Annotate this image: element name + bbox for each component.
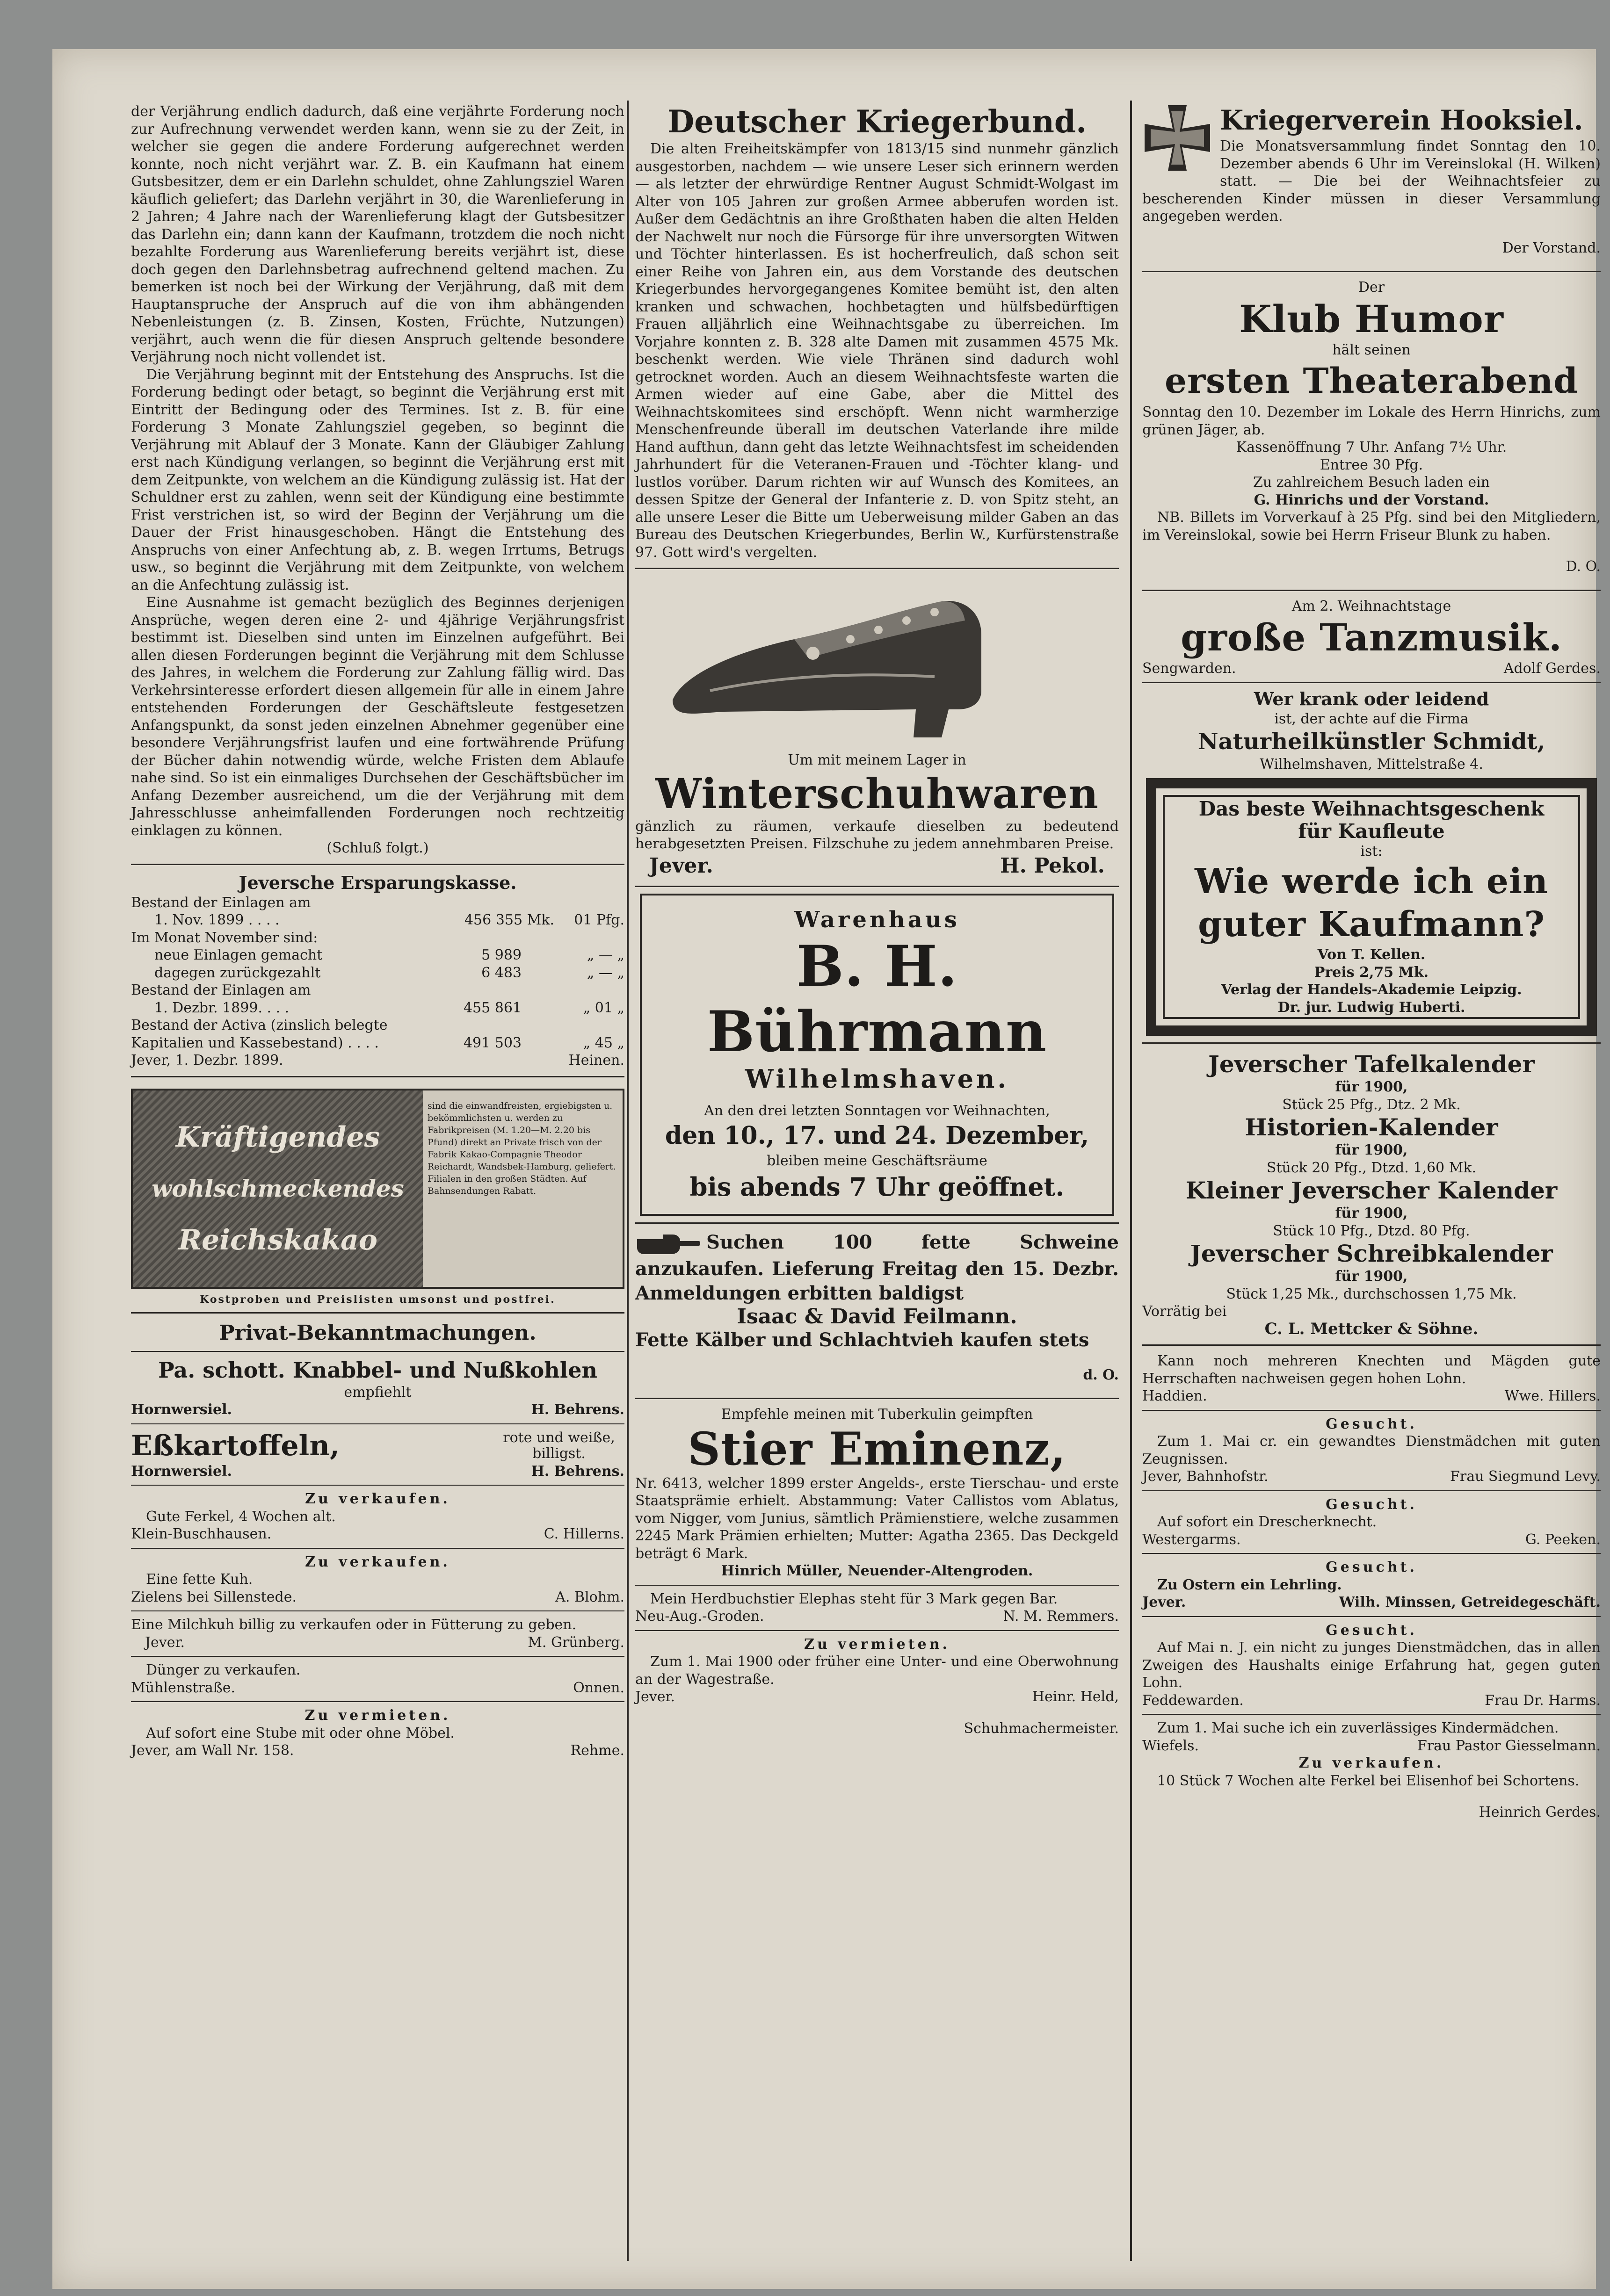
ad-signature: H. Behrens. — [531, 1463, 624, 1480]
ad-footer — [1142, 1531, 1601, 1549]
calendar-price: Stück 10 Pfg., Dtzd. 80 Pfg. — [1273, 1222, 1470, 1239]
ad-signature: H. Behrens. — [531, 1401, 624, 1418]
row-label: 1. Dezbr. 1899. . . . — [154, 999, 290, 1016]
ad-signature: H. Pekol. — [1000, 853, 1105, 878]
ad-text: Eine Milchkuh billig zu verkaufen oder in Fütterung zu geben. — [131, 1617, 577, 1633]
warenhaus-line: bleiben meine Geschäftsräume — [767, 1153, 987, 1169]
divider — [131, 1423, 624, 1424]
small-ad — [131, 1707, 624, 1760]
ad-footer — [131, 1679, 624, 1697]
calendar-title: Jeverscher Schreibkalender — [1190, 1240, 1553, 1267]
row-label: Im Monat November sind: — [131, 929, 318, 946]
divider — [1142, 1042, 1601, 1044]
bull-intro: Empfehle meinen mit Tuberkulin geimpften — [721, 1406, 1033, 1422]
calendar-year: für 1900, — [1335, 1142, 1408, 1158]
table-row — [131, 999, 624, 1017]
row-label: Bestand der Einlagen am — [131, 982, 311, 998]
small-ad — [1142, 1352, 1601, 1405]
ad-signature: Onnen. — [573, 1679, 624, 1696]
small-ad — [131, 1616, 624, 1651]
row-value: 456 355 Mk. — [464, 912, 554, 928]
small-ad — [131, 1661, 624, 1697]
small-ad — [131, 1490, 624, 1543]
humor-text: Sonntag den 10. Dezember im Lokale des Herrn Hinrichs, zum grünen Jäger, ab. — [1142, 404, 1601, 438]
row-unit — [554, 982, 624, 999]
ad-place: Wiefels. — [1142, 1737, 1199, 1754]
small-ad — [1142, 1559, 1601, 1611]
herdbook-ad — [635, 1590, 1119, 1625]
schmidt-address: Wilhelmshaven, Mittelstraße 4. — [1260, 756, 1483, 773]
row-label: Bestand der Activa (zinslich belegte Kapitalien und Kassebestand) . . . . — [131, 1017, 388, 1051]
calendar-year: für 1900, — [1335, 1079, 1408, 1095]
ad-text: Zum 1. Mai suche ich ein zuverlässiges Kindermädchen. — [1157, 1720, 1559, 1736]
cocoa-ad-artwork — [133, 1090, 423, 1287]
ad-signature: Adolf Gerdes. — [1503, 660, 1601, 677]
savings-title: Jeversche Ersparungskasse. — [239, 872, 517, 893]
ad-text: Mein Herdbuchstier Elephas steht für 3 Mark gegen Bar. — [650, 1590, 1058, 1607]
ad-signature-title: Schuhmachermeister. — [964, 1720, 1119, 1737]
ad-signature: Heinr. Held, — [1032, 1689, 1119, 1705]
savings-signature: Heinen. — [568, 1052, 624, 1069]
krieger-title: Deutscher Kriegerbund. — [667, 103, 1087, 140]
row-value — [465, 982, 554, 999]
dance-title: große Tanzmusik. — [1181, 615, 1562, 659]
divider — [1142, 1344, 1601, 1346]
ad-signature: Wilh. Minssen, Getreidegeschäft. — [1339, 1594, 1601, 1610]
kaufmann-price: Preis 2,75 Mk. — [1314, 964, 1429, 981]
row-unit — [554, 929, 624, 947]
calendar-year: für 1900, — [1335, 1268, 1408, 1285]
divider — [1142, 682, 1601, 683]
article-paragraph: der Verjährung endlich dadurch, daß eine verjährte Forderung noch zur Aufrechnung verwendet werden kann, wenn sie zu der Zeit, in welcher sie gegen die andere Forderung aufgerechnet werden konnte, noch nicht verjährt war. Z. B. ein Kaufmann hat einem Gutsbesitzer, dem er ein Darlehn schuldet, ohne Zahlungsziel Waren käuflich geliefert; das Darlehn verjährt in 30, die Warenlieferung in 2 Jahren; 4 Jahre nach der Warenlieferung klagt der Gutsbesitzer das Darlehn ein; dann kann der Kaufmann, trotzdem die noch nicht bezahlte Forderung aus Warenlieferung bereits verjährt ist, diese doch gegen den Darlehnsbetrag aufrechnend geltend machen. Zu bemerken ist noch bei der Wirkung der Verjährung, daß mit dem Hauptanspruche der Anspruch auf die von ihm abhängenden Nebenleistungen (z. B. Zinsen, Kosten, Früchte, Nutzungen) verjährt, auch wenn die für diesen Anspruch geltende besondere Verjährung noch nicht vollendet ist. — [131, 103, 624, 365]
calendar-stock: Vorrätig bei — [1142, 1303, 1227, 1320]
small-ad — [1142, 1496, 1601, 1549]
divider — [1142, 1410, 1601, 1411]
divider — [131, 1485, 624, 1486]
ad-text: Zum 1. Mai 1900 oder früher eine Unter- und eine Oberwohnung an der Wagestraße. — [635, 1653, 1119, 1688]
ad-place: Jever, Bahnhofstr. — [1142, 1468, 1269, 1485]
ad-footer — [635, 853, 1119, 879]
row-unit: „ — „ — [587, 964, 624, 981]
schmidt-title: Naturheilkünstler Schmidt, — [1197, 729, 1545, 755]
ad-text: Zu Ostern ein Lehrling. — [1157, 1576, 1342, 1593]
row-unit: „ 01 „ — [583, 999, 624, 1016]
divider — [635, 568, 1119, 569]
divider — [1142, 1616, 1601, 1617]
schmidt-head: Wer krank oder leidend — [1254, 688, 1489, 709]
divider — [131, 1312, 624, 1314]
divider — [131, 1610, 624, 1611]
savings-notice — [131, 872, 624, 1069]
ad-footer — [1142, 1468, 1601, 1486]
ad-text: Kann noch mehreren Knechten und Mägden gute Herrschaften nachweisen gegen hohen Lohn. — [1142, 1353, 1601, 1387]
calendar-seller: C. L. Mettcker & Söhne. — [1264, 1319, 1479, 1338]
ad-footer — [131, 1742, 624, 1760]
humor-title: ersten Theaterabend — [1164, 361, 1579, 401]
potato-ad — [131, 1429, 624, 1480]
humor-invite: Zu zahlreichem Besuch laden ein — [1253, 474, 1490, 491]
divider — [131, 1656, 624, 1657]
potato-title: Eßkartoffeln, — [131, 1429, 340, 1462]
ad-signature: D. O. — [1566, 558, 1601, 575]
ad-place: Hornwersiel. — [131, 1463, 232, 1480]
ad-place: Mühlenstraße. — [131, 1679, 236, 1696]
warenhaus-name: B. H. Bührmann — [707, 933, 1047, 1065]
ad-signature: Wwe. Hillers. — [1504, 1388, 1601, 1404]
humor-haelt: hält seinen — [1332, 341, 1411, 358]
calendar-title: Jeverscher Tafelkalender — [1208, 1050, 1535, 1078]
ad-signature: Frau Pastor Giesselmann. — [1417, 1737, 1601, 1754]
warenhaus-ad — [640, 894, 1114, 1216]
ad-footer — [1142, 1387, 1601, 1405]
divider — [635, 1398, 1119, 1399]
row-unit: „ — „ — [587, 947, 624, 963]
calendar-year: für 1900, — [1335, 1205, 1408, 1221]
row-unit — [554, 894, 624, 912]
humor-invitees: G. Hinrichs und der Vorstand. — [1254, 491, 1489, 508]
ad-place: Haddien. — [1142, 1388, 1207, 1404]
ad-footer — [1142, 1692, 1601, 1710]
ad-text: Zum 1. Mai cr. ein gewandtes Dienstmädchen mit guten Zeugnissen. — [1142, 1433, 1601, 1467]
ad-footer — [1142, 1737, 1601, 1755]
ad-place: Westergarms. — [1142, 1531, 1241, 1548]
table-row — [131, 894, 624, 912]
humor-ad — [1142, 279, 1601, 576]
row-label: dagegen zurückgezahlt — [154, 964, 321, 981]
small-ad — [131, 1553, 624, 1606]
table-row — [131, 911, 624, 929]
small-ad — [1142, 1754, 1601, 1821]
ad-footer — [131, 1588, 624, 1606]
ad-signature: d. O. — [1083, 1366, 1119, 1383]
article-paragraph: Eine Ausnahme ist gemacht bezüglich des Beginnes derjenigen Ansprüche, wegen deren eine 2- und 4jährige Verjährungsfrist bestimmt ist. Dieselben sind unten im Einzelnen aufgeführt. Bei allen diesen Forderungen beginnt die Verjährung mit dem Schlusse des Jahres, in welchem die Forderung zur Zahlung fällig wird. Das Verkehrsinteresse erfordert diesen allgemein für alle in einem Jahre entstehenden Forderungen der Geschäftsleute festgesetzen Anfangspunkt, da sonst jeden einzelnen Abnehmer gegenüber eine besondere Verjährungsfrist laufen und eine fortwährende Prüfung der Bücher dahin notwendig würde, welche Fristen dem Ablaufe nahe sind. So ist ein einmaliges Durchsehen der Geschäftsbücher im Anfang Dezember ausreichend, um die der Verjährung mit dem Jahresschlusse anheimfallenden Forderungen noch rechtzeitig einklagen zu können. — [131, 594, 624, 839]
shoe-ad — [635, 583, 1119, 879]
ad-text: Auf sofort ein Drescherknecht. — [1157, 1514, 1377, 1530]
ad-place: Jever, am Wall Nr. 158. — [131, 1742, 294, 1759]
cocoa-art-line: wohlschmeckendes — [152, 1174, 404, 1202]
cocoa-art-line: Reichskakao — [178, 1223, 377, 1256]
divider — [131, 864, 624, 865]
calendar-price: Stück 1,25 Mk., durchschossen 1,75 Mk. — [1226, 1285, 1517, 1302]
ad-place: Sengwarden. — [1142, 660, 1236, 677]
ad-signature: N. M. Remmers. — [1003, 1608, 1119, 1625]
ad-signature: C. Hillerns. — [544, 1526, 624, 1542]
ad-footer — [131, 1401, 624, 1419]
savings-footer — [131, 1052, 624, 1069]
hooksiel-text: Die Monatsversammlung findet Sonntag den 10. Dezember abends 6 Uhr im Vereinslokal (H. Wilken) statt. — Die bei der Weihnachtsfeier zu bescherenden Kinder müssen in dieser Versammlung angegeben werden. — [1142, 138, 1601, 224]
column-1 — [131, 103, 624, 1760]
shoe-text: gänzlich zu räumen, verkaufe dieselben zu bedeutend herabgesetzten Preisen. Filzschuhe zu jedem annehmbaren Preise. — [635, 818, 1119, 852]
savings-date: Jever, 1. Dezbr. 1899. — [131, 1052, 283, 1069]
savings-table — [131, 894, 624, 1052]
divider — [131, 1351, 624, 1352]
ad-signature: Der Vorstand. — [1502, 239, 1601, 256]
schmidt-ad — [1142, 688, 1601, 773]
ad-footer — [131, 1463, 624, 1480]
row-label: 1. Nov. 1899 . . . . — [154, 912, 280, 928]
humor-entree: Entree 30 Pfg. — [1320, 456, 1423, 473]
ad-place: Jever. — [649, 853, 713, 878]
dance-ad — [1142, 598, 1601, 678]
ad-text: Auf Mai n. J. ein nicht zu junges Dienstmädchen, das in allen Zweigen des Haushalts einige Erfahrung hat, gegen guten Lohn. — [1142, 1639, 1601, 1691]
row-value: 6 483 — [481, 964, 522, 981]
ad-heading: Gesucht. — [1326, 1415, 1417, 1432]
hooksiel-title: Kriegerverein Hooksiel. — [1220, 104, 1583, 136]
iron-cross-icon — [1142, 103, 1212, 173]
ad-heading: Zu verkaufen. — [305, 1491, 450, 1507]
coal-sub: empfiehlt — [344, 1384, 412, 1401]
ad-place: Jever. — [1142, 1594, 1186, 1610]
divider — [635, 1585, 1119, 1586]
small-ad — [1142, 1622, 1601, 1710]
bull-title: Stier Eminenz, — [688, 1422, 1066, 1475]
divider — [635, 886, 1119, 887]
ad-place: Jever. — [635, 1689, 675, 1705]
divider — [1142, 1714, 1601, 1715]
ad-signature: Frau Siegmund Levy. — [1450, 1468, 1601, 1485]
pigs-text: Suchen 100 fette Schweine anzukaufen. Lieferung Freitag den 15. Dezbr. Anmeldungen erbitten baldigst — [635, 1231, 1119, 1304]
schmidt-text: ist, der achte auf die Firma — [1274, 710, 1469, 727]
ad-signature: Rehme. — [570, 1742, 624, 1759]
pigs-firm: Isaac & David Feilmann. — [737, 1304, 1017, 1329]
row-label: Bestand der Einlagen am — [131, 894, 311, 911]
row-label: neue Einlagen gemacht — [154, 947, 323, 963]
calendar-price: Stück 25 Pfg., Dtz. 2 Mk. — [1282, 1096, 1461, 1113]
divider — [131, 1701, 624, 1702]
ad-text: 10 Stück 7 Wochen alte Ferkel bei Elisenhof bei Schortens. — [1157, 1772, 1580, 1789]
row-value: 455 861 — [463, 999, 522, 1016]
ad-text: Dünger zu verkaufen. — [146, 1662, 301, 1678]
calendar-title: Historien-Kalender — [1245, 1113, 1498, 1141]
divider — [131, 1548, 624, 1549]
warenhaus-city: Wilhelmshaven. — [745, 1063, 1009, 1094]
bull-ad — [635, 1406, 1119, 1580]
small-ad — [1142, 1415, 1601, 1486]
private-heading: Privat-Bekanntmachungen. — [219, 1321, 537, 1345]
kaufmann-title: Wie werde ich ein — [1195, 861, 1548, 902]
ad-footer — [131, 1525, 624, 1543]
newspaper-page — [52, 49, 1601, 2289]
divider — [1142, 271, 1601, 272]
humor-kasse: Kassenöffnung 7 Uhr. Anfang 7½ Uhr. — [1236, 439, 1507, 455]
warenhaus-dates: den 10., 17. und 24. Dezember, — [665, 1121, 1089, 1150]
ad-heading: Gesucht. — [1326, 1559, 1417, 1575]
cocoa-ad-box — [131, 1089, 624, 1289]
ad-text: Eine fette Kuh. — [146, 1571, 253, 1588]
ad-heading: Zu verkaufen. — [1298, 1755, 1444, 1771]
ad-place: Zielens bei Sillenstede. — [131, 1588, 297, 1605]
dance-intro: Am 2. Weihnachtstage — [1291, 598, 1451, 614]
kaufmann-ad — [1146, 778, 1597, 1036]
article-paragraph: Die Verjährung beginnt mit der Entstehung des Anspruchs. Ist die Forderung bedingt oder betagt, so beginnt die Verjährung erst mit Eintritt der Bedingung oder des Termines. Ist z. B. für eine Forderung 3 Monate Zahlungsziel gegeben, so beginnt die Verjährung mit Ablauf der 3 Monate. Kann der Gläubiger Zahlung erst nach Kündigung verlangen, so beginnt die Verjährung erst mit dem Zeitpunkte, von welchem an die Kündigung zulässig ist. Hat der Schuldner erst zu zahlen, wenn seit der Kündigung eine bestimmte Frist verstrichen ist, so wird der Beginn der Verjährung um die Dauer der Frist hinausgeschoben. Hängt die Entstehung des Anspruchs von einer Anfechtung ab, z. B. wegen Irrtums, Betrugs usw., so beginnt die Verjährung mit dem Zeitpunkte, von welchem an die Anfechtung zulässig ist. — [131, 366, 624, 593]
column-2 — [627, 103, 1127, 1751]
ad-place: Neu-Aug.-Groden. — [635, 1608, 764, 1625]
column-rule-right — [1130, 101, 1132, 2261]
shoe-intro: Um mit meinem Lager in — [788, 752, 966, 768]
warenhaus-top: Warenhaus — [794, 906, 960, 933]
ad-signature: M. Grünberg. — [528, 1634, 624, 1651]
cocoa-ad — [131, 1089, 624, 1306]
row-unit: 01 Pfg. — [574, 912, 624, 928]
ad-signature: Hinrich Müller, Neuender-Altengroden. — [721, 1563, 1033, 1579]
warenhaus-hours: bis abends 7 Uhr geöffnet. — [689, 1171, 1065, 1202]
kaufmann-line: ist: — [1360, 843, 1383, 859]
cocoa-ad-footer: Kostproben und Preislisten umsonst und postfrei. — [200, 1293, 556, 1306]
kaufmann-publisher: Verlag der Handels-Akademie Leipzig. — [1221, 982, 1522, 998]
ad-text: Auf sofort eine Stube mit oder ohne Möbel. — [146, 1725, 455, 1741]
row-value — [465, 894, 554, 912]
hooksiel-ad — [1142, 103, 1601, 257]
row-value: 491 503 — [463, 1034, 522, 1051]
article-continued: (Schluß folgt.) — [326, 840, 429, 856]
divider — [635, 1630, 1119, 1631]
coal-title: Pa. schott. Knabbel- und Nußkohlen — [158, 1357, 597, 1383]
ad-footer — [635, 1608, 1119, 1625]
ad-place: Hornwersiel. — [131, 1401, 232, 1418]
table-row — [131, 982, 624, 999]
ad-signature: G. Peeken. — [1525, 1531, 1601, 1548]
calendar-price: Stück 20 Pfg., Dtzd. 1,60 Mk. — [1266, 1159, 1477, 1176]
divider — [1142, 1490, 1601, 1491]
ad-footer — [1142, 660, 1601, 678]
ad-text: Gute Ferkel, 4 Wochen alt. — [146, 1508, 336, 1525]
kaufmann-line: für Kaufleute — [1298, 819, 1445, 843]
pigs-ad — [635, 1230, 1119, 1384]
ad-signature: A. Blohm. — [555, 1588, 624, 1605]
warenhaus-line: An den drei letzten Sonntagen vor Weihnachten, — [704, 1102, 1050, 1119]
ad-heading: Zu vermieten. — [305, 1707, 451, 1724]
cocoa-ad-text: sind die einwandfreisten, ergiebigsten u. bekömmlichsten u. werden zu Fabrikpreisen (M. 1.20—M. 2.20 bis Pfund) direkt an Private frisch von der Fabrik Kakao-Compagnie Theodor Reichardt, Wandsbek-Hamburg, geliefert. Filialen in den großen Städten. Auf Bahnsendungen Rabatt. — [428, 1100, 616, 1196]
ad-signature: Heinrich Gerdes. — [1479, 1804, 1601, 1820]
ad-heading: Zu verkaufen. — [305, 1553, 450, 1570]
divider — [635, 1222, 1119, 1224]
rent-ad — [635, 1636, 1119, 1738]
ad-footer — [635, 1688, 1119, 1706]
cocoa-art-line: Kräftigendes — [175, 1120, 380, 1154]
ad-heading: Gesucht. — [1326, 1622, 1417, 1639]
kaufmann-title: guter Kaufmann? — [1198, 904, 1545, 945]
kaufmann-line: Das beste Weihnachtsgeschenk — [1198, 797, 1545, 820]
table-row — [131, 929, 624, 947]
krieger-text: Die alten Freiheitskämpfer von 1813/15 sind nunmehr gänzlich ausgestorben, nachdem — wie unsere Leser sich erinnern werden — als letzter der ehrwürdige Rentner August Schmidt-Wolgast im Alter von 105 Jahren zur großen Armee abberufen worden ist. Außer dem Gedächtnis an ihre Großthaten haben die alten Helden der Nachwelt nur noch die Fürsorge für ihre unversorgten Witwen und Töchter hinterlassen. Es ist hocherfreulich, daß schon seit einer Reihe von Jahren ein, aus dem Vorstande des deutschen Kriegerbundes hervorgegangenes Komitee bemüht ist, den alten kranken und schwachen, hochbetagten und hülfsbedürftigen Frauen alljährlich eine Weihnachtsgabe zu überreichen. Im Vorjahre konnten z. B. 328 alte Damen mit zusammen 4575 Mk. beschenkt werden. Wie viele Thränen sind dadurch wohl getrocknet worden. Auch an diesem Weihnachtsfeste warten die Armen wieder auf eine Gabe, aber die Mittel des Weihnachtskomitees sind erschöpft. Wenn nicht warmherzige Menschenfreunde überall im deutschen Vaterlande ihre milde Hand aufthun, dann geht das letzte Weihnachtsfest im scheidenden Jahrhundert für die Veteranen-Frauen und -Töchter klang- und lustlos vorüber. Darum richten wir auf Wunsch des Komitees, an dessen Spitze der General der Infanterie z. D. von Spitz steht, an alle unsere Leser die Bitte um Ueberweisung milder Gaben an das Bureau des Deutschen Kriegerbundes, Berlin W., Kurfürstenstraße 97. Gott wird's vergelten. — [635, 141, 1119, 561]
row-unit: „ 45 „ — [583, 1034, 624, 1051]
row-value: 5 989 — [481, 947, 522, 963]
pointing-hand-icon — [635, 1231, 701, 1257]
ad-signature: Frau Dr. Harms. — [1485, 1692, 1601, 1709]
table-row — [131, 964, 624, 982]
coal-ad — [131, 1357, 624, 1419]
ad-place: Feddewarden. — [1142, 1692, 1244, 1709]
ad-heading: Zu vermieten. — [804, 1636, 950, 1653]
table-row — [131, 946, 624, 964]
shoe-illustration — [654, 583, 1075, 747]
humor-der: Der — [1358, 279, 1385, 296]
ad-place: Klein-Buschhausen. — [131, 1526, 272, 1542]
pigs-line: Fette Kälber und Schlachtvieh kaufen stets — [635, 1329, 1089, 1351]
potato-sub: rote und weiße, billigst. — [503, 1429, 615, 1462]
ad-heading: Gesucht. — [1326, 1496, 1417, 1513]
kaufmann-editor: Dr. jur. Ludwig Huberti. — [1277, 999, 1465, 1016]
shoe-title: Winterschuhwaren — [655, 769, 1099, 818]
table-row — [131, 1017, 624, 1052]
small-ad — [1142, 1719, 1601, 1754]
column-3 — [1133, 103, 1610, 1835]
divider — [1142, 1553, 1601, 1554]
ad-place: Jever. — [145, 1634, 185, 1651]
row-value — [465, 929, 554, 947]
calendar-ad — [1142, 1050, 1601, 1338]
ad-footer — [1142, 1594, 1601, 1611]
kaufmann-author: Von T. Kellen. — [1317, 946, 1426, 963]
bull-text: Nr. 6413, welcher 1899 erster Angelds-, erste Tierschau- und erste Staatsprämie erhielt. Abstammung: Vater Callistos vom Ablatus, vom Nigger, vom Junius, sämtlich Prämienstiere, welche zusammen 2245 Mark Prämien erhielten; Mutter: Agatha 2365. Das Deckgeld beträgt 6 Mark. — [635, 1475, 1119, 1562]
humor-club: Klub Humor — [1239, 296, 1504, 341]
calendar-title: Kleiner Jeverscher Kalender — [1185, 1177, 1558, 1204]
humor-nb: NB. Billets im Vorverkauf à 25 Pfg. sind bei den Mitgliedern, im Vereinslokal, sowie bei Herrn Friseur Blunk zu haben. — [1142, 509, 1601, 543]
ad-footer — [131, 1634, 624, 1652]
divider — [1142, 590, 1601, 591]
divider — [131, 1076, 624, 1077]
